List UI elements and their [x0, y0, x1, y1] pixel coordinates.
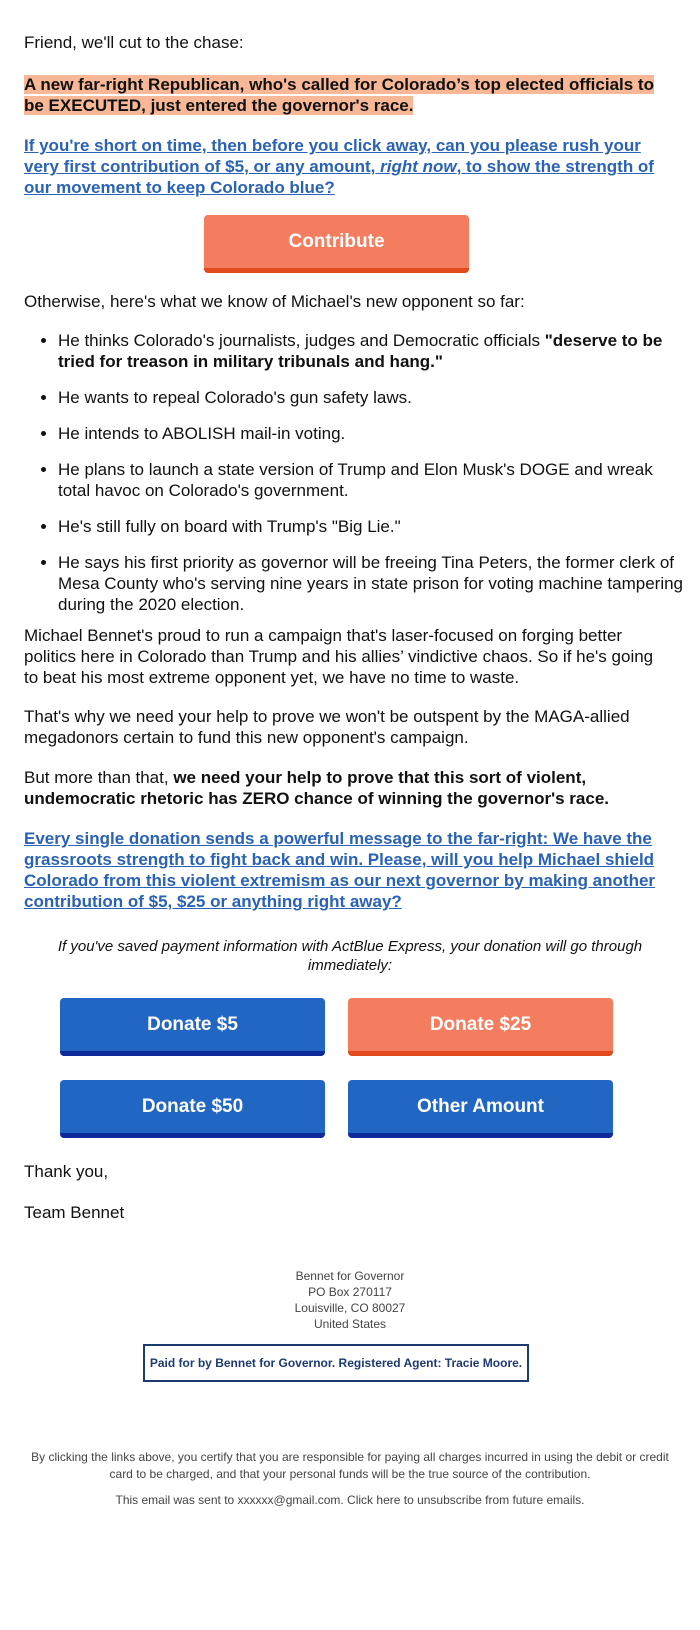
opponent-facts-list: [24, 330, 684, 630]
address-line: Louisville, CO 80027: [294, 1301, 406, 1315]
list-item: • He thinks Colorado's journalists, judges and Democratic officials "deserve to be tried for treason in military tribunals and hang.": [58, 330, 684, 372]
address-line: PO Box 270117: [308, 1285, 392, 1299]
another-contribution-link[interactable]: Every single donation sends a powerful message to the far-right: We have the grassroots strength to fight back and win. Please, will you help Michael shield Colorado from this violent extremism as our next governor by making another contribution of $5, $25 or anything right away?: [24, 829, 656, 911]
list-item: • He's still fully on board with Trump's "Big Lie.": [58, 516, 684, 537]
headline: [24, 74, 664, 116]
address-line: Bennet for Governor: [295, 1269, 405, 1283]
signoff: Team Bennet: [24, 1203, 125, 1222]
thank-you: Thank you,: [24, 1162, 109, 1181]
contribute-button[interactable]: Contribute: [204, 215, 469, 273]
other-amount-button[interactable]: Other Amount: [348, 1080, 613, 1138]
ask-link-paragraph-2: [24, 828, 664, 912]
donate-50-button[interactable]: Donate $50: [60, 1080, 325, 1138]
ask-link-paragraph: [24, 135, 664, 198]
list-item: • He says his first priority as governor will be freeing Tina Peters, the former clerk of Mesa County who's serving nine years in state prison for voting machine tampering during the 2020 election.: [58, 552, 684, 615]
actblue-express-note: If you've saved payment information with ActBlue Express, your donation will go through immediately:: [57, 938, 643, 974]
opponent-intro: Otherwise, here's what we know of Michael's new opponent so far:: [24, 292, 525, 311]
address-line: United States: [313, 1317, 387, 1331]
rhetoric-paragraph: But more than that, we need your help to prove that this sort of violent, undemocratic rhetoric has ZERO chance of winning the governor's race.: [24, 768, 610, 808]
greeting: Friend, we'll cut to the chase:: [24, 33, 244, 52]
list-item: • He wants to repeal Colorado's gun safety laws.: [58, 387, 684, 408]
list-item: • He plans to launch a state version of Trump and Elon Musk's DOGE and wreak total havoc on Colorado's government.: [58, 459, 684, 501]
unsubscribe-note[interactable]: This email was sent to xxxxxx@gmail.com. Click here to unsubscribe from future emails.: [115, 1493, 585, 1507]
megadonors-paragraph: That's why we need your help to prove we won't be outspent by the MAGA-allied megadonors certain to fund this new opponent's campaign.: [24, 707, 630, 747]
campaign-paragraph: Michael Bennet's proud to run a campaign that's laser-focused on forging better politics here in Colorado than Trump and his allies’ vindictive chaos. So if he's going to beat his most extreme opponent yet, we have no time to waste.: [24, 626, 654, 687]
paid-for-disclaimer: Paid for by Bennet for Governor. Registered Agent: Tracie Moore.: [143, 1344, 529, 1382]
first-contribution-link[interactable]: If you're short on time, then before you click away, can you please rush your very first contribution of $5, or any amount, right now, to show the strength of our movement to keep Colorado blue?: [24, 136, 654, 197]
donate-25-button[interactable]: Donate $25: [348, 998, 613, 1056]
mailing-address: [0, 1268, 700, 1332]
headline-text: A new far-right Republican, who's called for Colorado’s top elected officials to be EXECUTED, just entered the governor's race.: [24, 75, 654, 115]
list-item: • He intends to ABOLISH mail-in voting.: [58, 423, 684, 444]
donate-5-button[interactable]: Donate $5: [60, 998, 325, 1056]
legal-certification: By clicking the links above, you certify that you are responsible for paying all charges incurred in using the debit or credit card to be charged, and that your personal funds will be the true source of the contribution.: [31, 1450, 669, 1481]
